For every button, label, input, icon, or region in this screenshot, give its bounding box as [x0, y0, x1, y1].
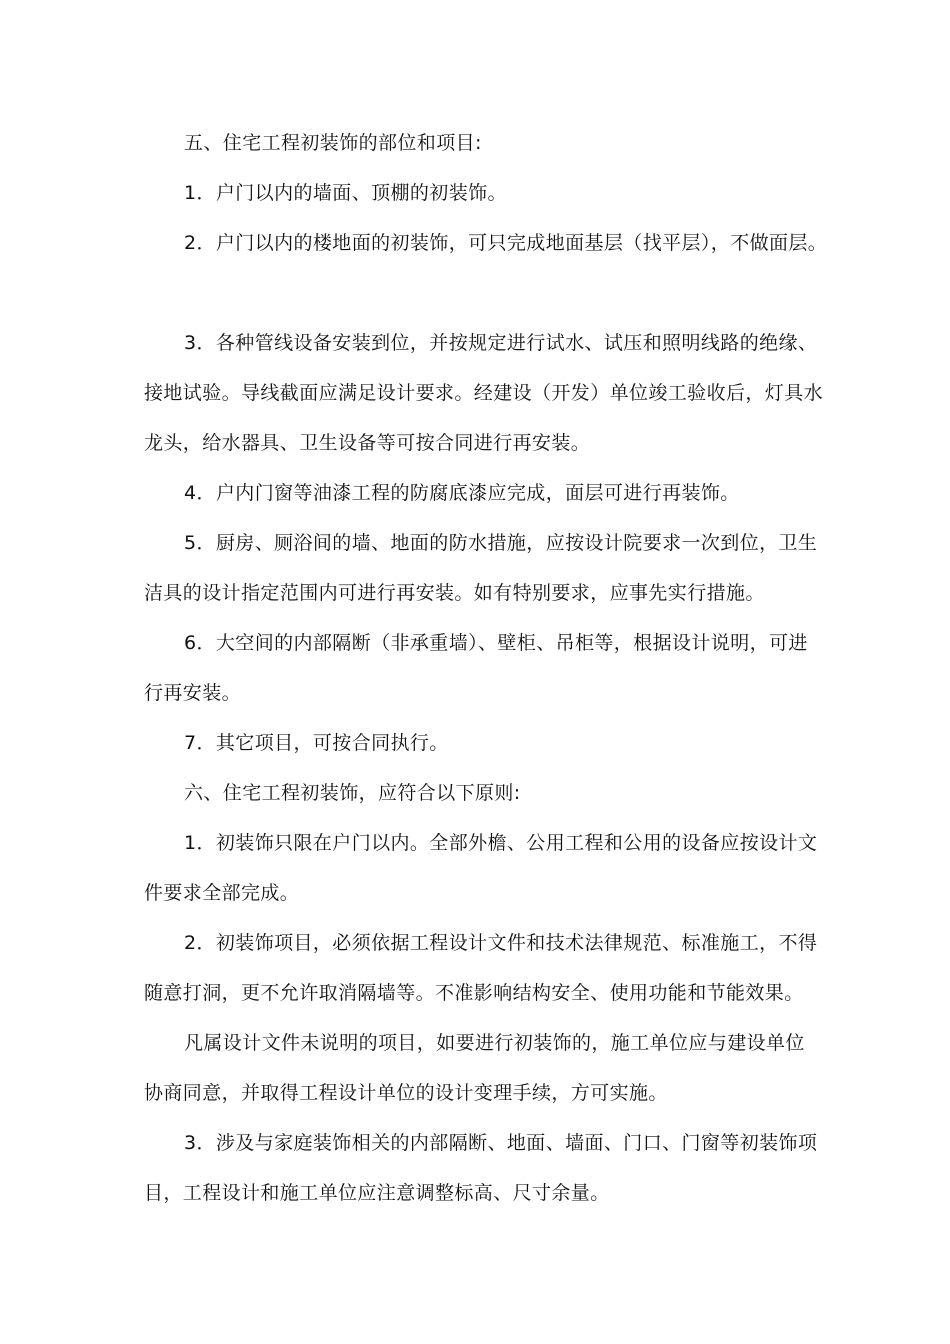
section-heading-6: 六、住宅工程初装饰，应符合以下原则: [184, 782, 521, 804]
paragraph: 1．户门以内的墙面、顶棚的初装饰。 [184, 182, 507, 204]
paragraph: 3．各种管线设备安装到位，并按规定进行试水、试压和照明线路的绝缘、接地试验。导线截面应满足设计要求。经建设（开发）单位竣工验收后，灯具水龙头，给水器具、卫生设备等可按合同进行再安装。 [144, 332, 824, 454]
paragraph: 3．涉及与家庭装饰相关的内部隔断、地面、墙面、门口、门窗等初装饰项目，工程设计和施工单位应注意调整标高、尺寸余量。 [144, 1132, 818, 1204]
paragraph: 2．户门以内的楼地面的初装饰，可只完成地面基层（找平层），不做面层。 [184, 232, 828, 254]
paragraph: 6．大空间的内部隔断（非承重墙）、壁柜、吊柜等，根据设计说明，可进行再安装。 [144, 632, 808, 704]
section-heading-5: 五、住宅工程初装饰的部位和项目: [184, 132, 482, 154]
paragraph: 4．户内门窗等油漆工程的防腐底漆应完成，面层可进行再装饰。 [184, 482, 740, 504]
paragraph: 1．初装饰只限在户门以内。全部外檐、公用工程和公用的设备应按设计文件要求全部完成。 [144, 832, 818, 904]
paragraph: 凡属设计文件未说明的项目，如要进行初装饰的，施工单位应与建设单位协商同意，并取得工程设计单位的设计变理手续，方可实施。 [144, 1032, 805, 1104]
paragraph: 2．初装饰项目，必须依据工程设计文件和技术法律规范、标准施工，不得随意打洞，更不允许取消隔墙等。不准影响结构安全、使用功能和节能效果。 [144, 932, 818, 1004]
paragraph: 7．其它项目，可按合同执行。 [184, 732, 449, 754]
paragraph: 5．厨房、厕浴间的墙、地面的防水措施，应按设计院要求一次到位，卫生洁具的设计指定范围内可进行再安装。如有特别要求，应事先实行措施。 [144, 532, 818, 604]
